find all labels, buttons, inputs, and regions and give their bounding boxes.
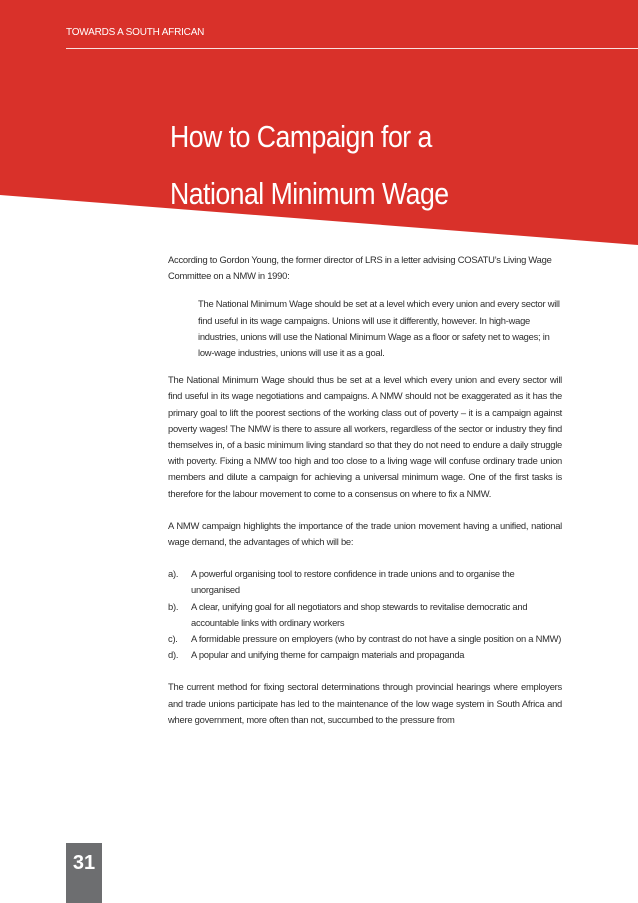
advantages-list xyxy=(168,566,562,663)
list-item xyxy=(168,599,562,631)
list-item-text: A formidable pressure on employers (who by contrast do not have a single position on a NMW) xyxy=(191,633,562,645)
list-item-text: A powerful organising tool to restore confidence in trade unions and to organise the unorganised xyxy=(191,568,515,596)
running-header: TOWARDS A SOUTH AFRICAN xyxy=(66,27,205,38)
intro-paragraph: According to Gordon Young, the former director of LRS in a letter advising COSATU’s Living Wage Committee on a NMW in 1990: xyxy=(168,254,552,282)
page-number: 31 xyxy=(72,852,96,874)
list-marker: b). xyxy=(168,600,179,612)
list-item-text: A clear, unifying goal for all negotiators and shop stewards to revitalise democratic and accountable links with ordinary workers xyxy=(191,600,528,628)
list-item xyxy=(168,647,562,663)
paragraph-3: The current method for fixing sectoral determinations through provincial hearings where employers and trade unions participate has led to the maintenance of the low wage system in South Africa and where government, more often than not, succumbed to the pressure from xyxy=(168,681,562,725)
page-number-box xyxy=(66,843,102,903)
list-marker: c). xyxy=(168,633,178,645)
list-item xyxy=(168,566,562,598)
title-line-2: National Minimum Wage xyxy=(170,176,449,211)
article-body xyxy=(168,252,562,744)
list-marker: d). xyxy=(168,649,179,661)
block-quote: The National Minimum Wage should be set at a level which every union and every sector will find useful in its wage campaigns. Unions will use it differently, however. In high-wage industries, unions will use the National Minimum Wage as a floor or safety net to wages; in low-wage industries, unions will use it as a goal. xyxy=(198,298,560,359)
list-item xyxy=(168,631,562,647)
title-line-1: How to Campaign for a xyxy=(170,119,432,154)
paragraph-1: The National Minimum Wage should thus be set at a level which every union and every sector will find useful in its wage negotiations and campaigns. A NMW should not be exaggerated as it has the primary goal to lift the poorest sections of the working class out of poverty – it is a campaign against poverty wages! The NMW is there to assure all workers, regardless of the sector or industry they find themselves in, of a basic minimum living standard so that they do not need to endure a daily struggle with poverty. Fixing a NMW too high and too close to a living wage will confuse ordinary trade union members and dilute a campaign for achieving a universal minimum wage. One of the first tasks is therefore for the labour movement to come to a consensus on where to fix a NMW. xyxy=(168,374,562,499)
list-marker: a). xyxy=(168,568,179,580)
header-divider xyxy=(66,48,638,49)
page-title xyxy=(170,108,449,222)
paragraph-2: A NMW campaign highlights the importance of the trade union movement having a unified, national wage demand, the advantages of which will be: xyxy=(168,519,562,548)
list-item-text: A popular and unifying theme for campaign materials and propaganda xyxy=(191,649,465,661)
